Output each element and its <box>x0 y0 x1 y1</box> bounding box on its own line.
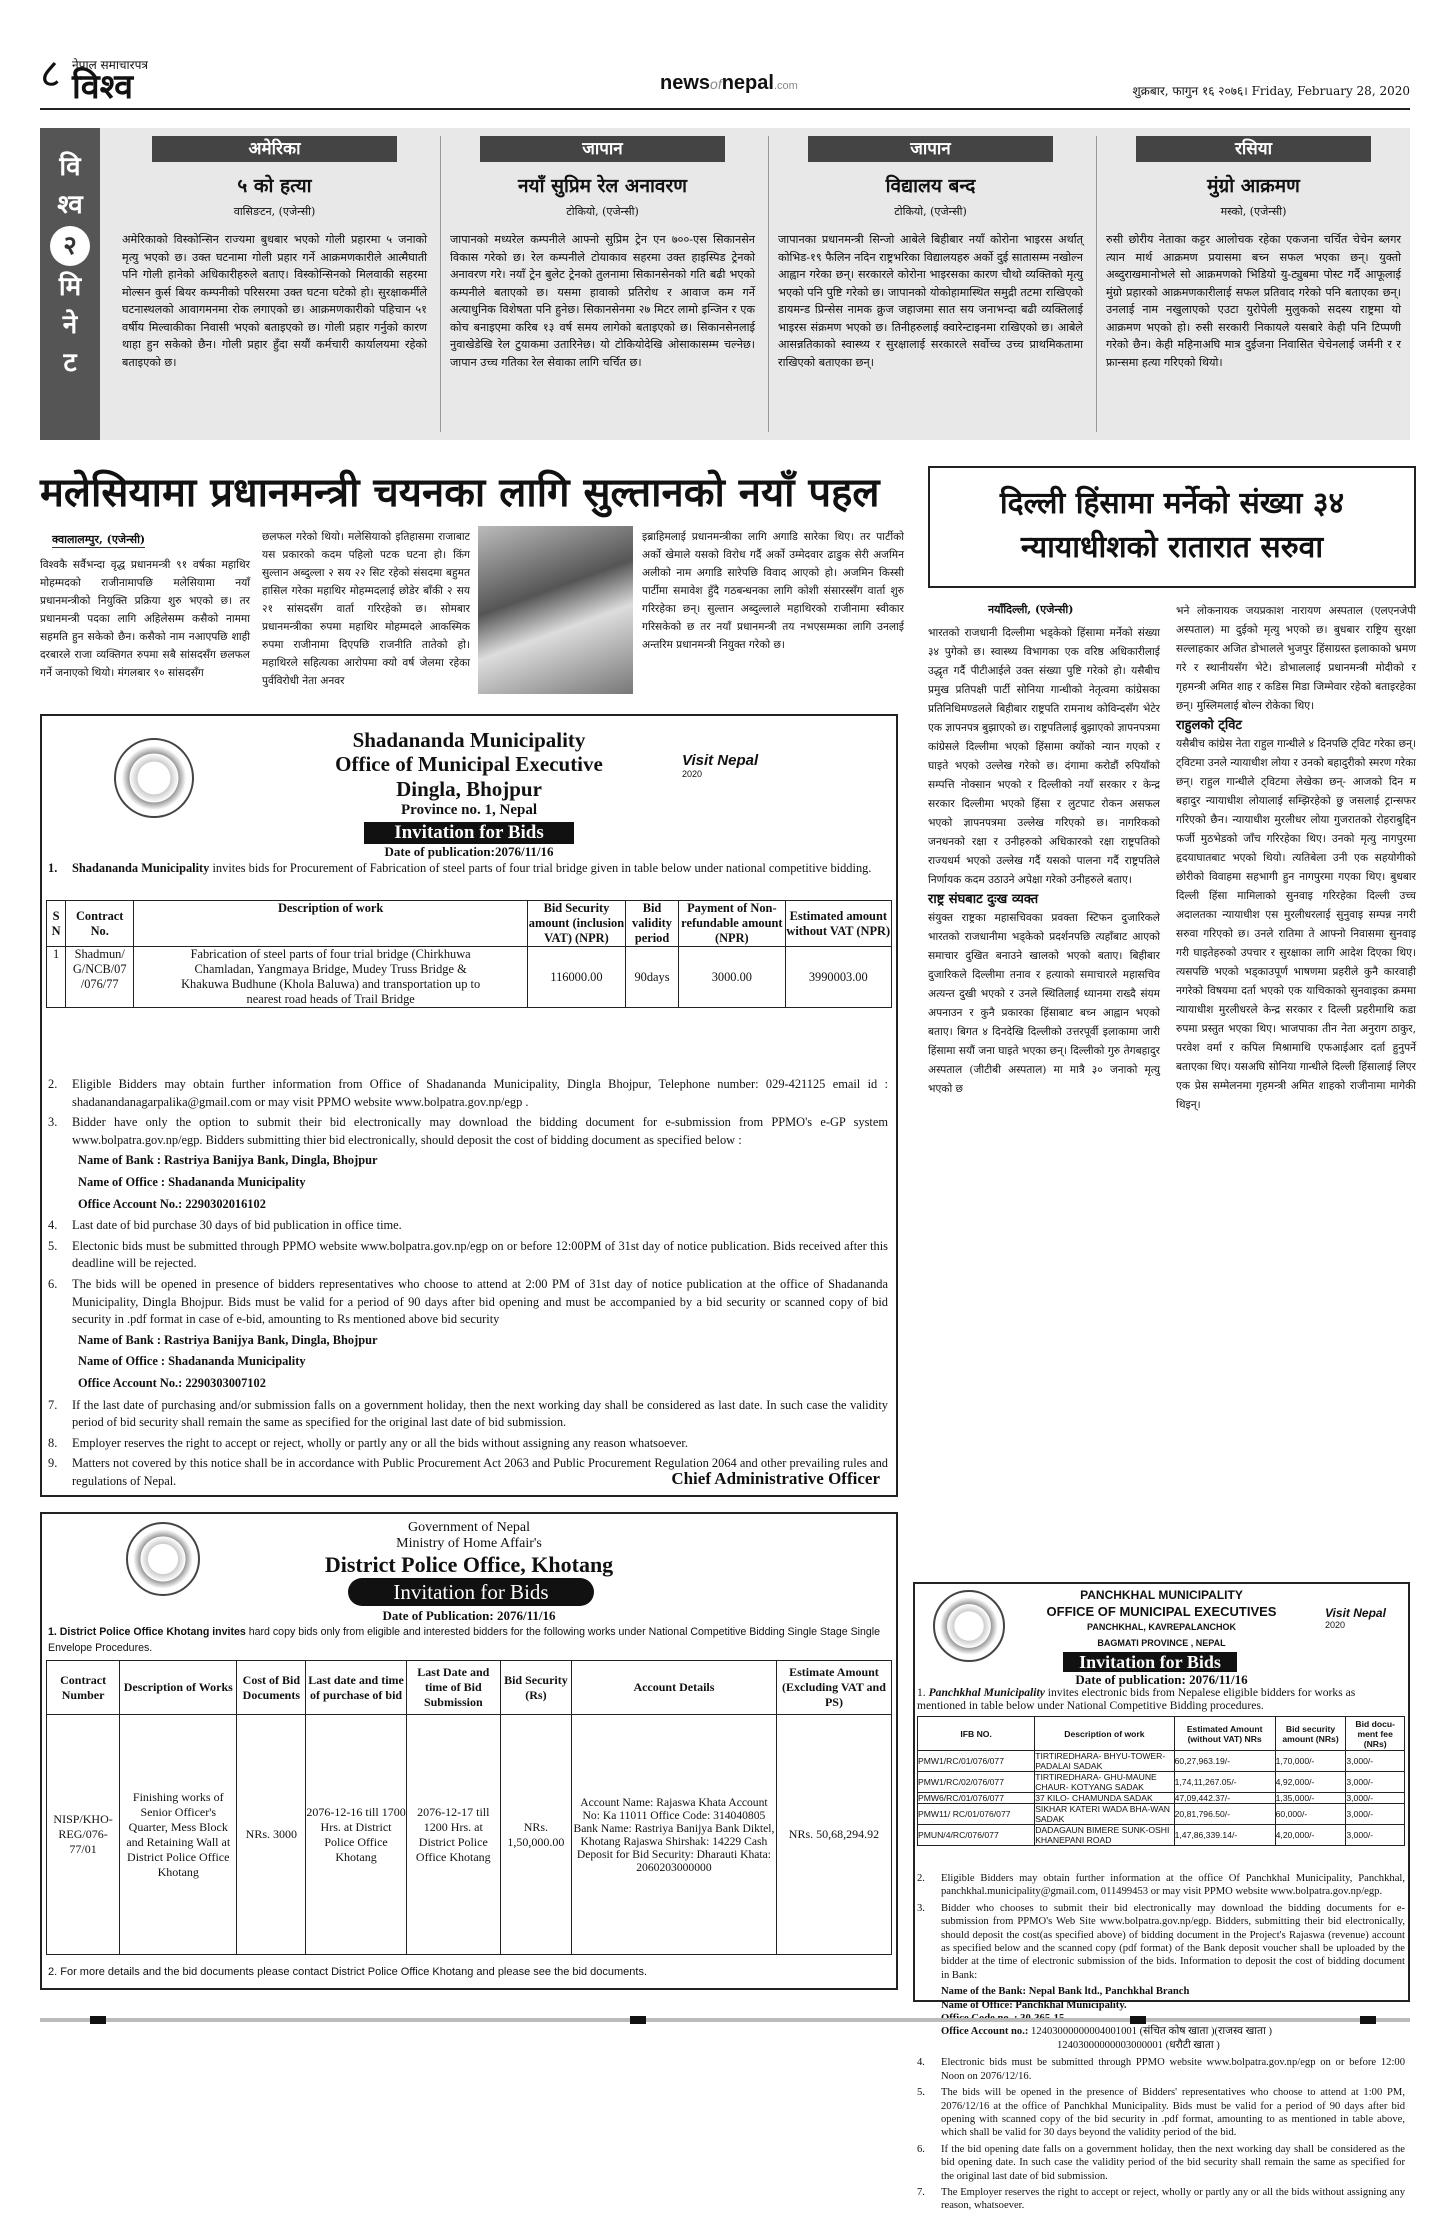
table-header: Last date and time of purchase of bid <box>306 1661 406 1715</box>
list-text: If the bid opening date falls on a government holiday, then the next working day shall be considered as the bid opening date. In such case the validity period of the bid security shall remain the same as specified for the original last date of bid submission. <box>941 2143 1405 2182</box>
list-number: 4. <box>48 1218 58 1233</box>
delhi-article <box>928 466 1416 1566</box>
site-logo-part: nepal <box>721 72 774 94</box>
table-header: Cost of Bid Documents <box>237 1661 306 1715</box>
table-cell: 1,47,86,339.14/- <box>1174 1825 1275 1846</box>
khotang-bid-table <box>46 1660 892 1955</box>
table-cell: 90days <box>625 947 678 1008</box>
list-item <box>48 1238 888 1273</box>
footer-bar <box>40 2018 1410 2022</box>
table-header: Contract Number <box>47 1661 120 1715</box>
list-text: Bidder who chooses to submit their bid electronically may download the bidding documents for e-submission from PPMO's Web Site www.bolpatra.gov.np/egp. Bidders, submitting their bid electronically, should deposit the cost(as specified above) of bidding document in the Project's Rajaswa (revenue) account as specified below and the scanned copy (pdf format) of the Bank deposit voucher shall be uploaded by the bidder at the time of electronic submission of the bids. Information to deposit the cost of bidding document in Bank: <box>941 1902 1405 1981</box>
masthead <box>40 52 1410 110</box>
account-number <box>917 2025 1405 2038</box>
table-header-row <box>918 1717 1405 1751</box>
account-number: 12403000000003000001 (धरौटी खाता ) <box>1057 2039 1220 2051</box>
site-logo-part: news <box>660 72 711 94</box>
site-logo-part: of <box>710 76 722 92</box>
table-cell: 20,81,796.50/- <box>1174 1804 1275 1825</box>
list-item <box>48 1435 888 1453</box>
table-header-row <box>47 1661 892 1715</box>
table-cell: 1 <box>47 947 66 1008</box>
table-header: Bid Security amount (inclusion VAT) (NPR) <box>528 901 625 945</box>
intro-bold: 1. District Police Office Khotang invites <box>48 1626 246 1638</box>
list-number: 7. <box>48 1397 58 1412</box>
intro-text: invites bids for Procurement of Fabrication of steel parts of four trial bridge given in table below under national competitive bidding. <box>209 861 872 875</box>
account-value: 12403000000004001001 (संचित कोष खाता )(राजस्व खाता ) <box>1031 2026 1272 2038</box>
table-cell: TIRTIREDHARA- GHU-MAUNE CHAUR- KOTYANG SADAK <box>1035 1772 1174 1793</box>
table-cell: PMW6/RC/01/076/077 <box>918 1793 1035 1804</box>
brief-body: रुसी छोरीय नेताका कट्टर आलोचक रहेका एकजना चर्चित चेचेन ब्लगर त्यान मार्थ आक्रमण प्रयासमा बच्न सफल भएका छन्। युक्तो अब्दुराखमानोभले सो आक्रमणको भिडियो यु-ट्युबमा पोस्ट गर्दै आफूलाई मुंग्रो प्रहारको आक्रमणकारीलाई सफल प्रतिवाद गरेको पनि बताएका छन्। उनलाई नाम नखुलाएको एउटा युरोपेली मुलुकको सदस्य राष्ट्रमा यो आक्रमण भएको हो। रुसी सरकारी निकायले यसबारे केही पनि टिप्पणी गरेको छैन। केही महिनाअघि मात्र दुईजना निवासित चेचेनलाई जर्मनी र र फ्रान्समा हत्या गरिएको थियो। <box>1106 233 1401 369</box>
shadananda-terms <box>48 1076 888 1493</box>
intro-bold: Panchkhal Municipality <box>928 1686 1045 1699</box>
column-divider <box>768 136 769 432</box>
signature-title: Chief Administrative Officer <box>671 1469 880 1488</box>
table-cell: 116000.00 <box>528 947 626 1008</box>
table-header: S N <box>47 901 66 947</box>
table-header: Description of work <box>1035 1717 1174 1751</box>
panchkhal-banner: Invitation for Bids <box>1063 1652 1237 1672</box>
malaysia-col-2: छलफल गरेको थियो। मलेसियाको इतिहासमा राजाबाट यस प्रकारको कदम पहिलो पटक घटना हो। किंग सुल्तान अब्दुल्ला २ सय २२ सिट रहेको संसदमा बहुमत हासिल गरेका महाथिर मोहम्मदलाई छोडेर बाँकी २ सय २१ सांसदसँग वार्ता गरिरहेको छ। सोमबार प्रधानमन्त्रीका रुपमा महाथिर मोहम्मदले आकस्मिक रुपमा राजीनामा दिएपछि राजनीति तातेको हो। महाथिरले सहित्यका आरोपमा क्यो वर्ष जेलमा रहेका पुर्वविरोधी नेता अनवर <box>262 531 470 687</box>
panchkhal-office: OFFICE OF MUNICIPAL EXECUTIVES <box>1046 1604 1277 1619</box>
shadananda-location: Dingla, Bhojpur <box>396 777 542 801</box>
table-row <box>47 947 892 1008</box>
khotang-banner: Invitation for Bids <box>348 1578 594 1606</box>
table-cell: NRs. 50,68,294.92 <box>776 1715 891 1955</box>
table-cell: Shadmun/ G/NCB/07 /076/77 <box>66 947 134 1008</box>
malaysia-photo <box>478 526 633 694</box>
list-item <box>917 1872 1405 1899</box>
brief-article <box>778 136 1083 432</box>
office-name: Name of Office: Panchkhal Municipality. <box>941 1999 1127 2011</box>
khotang-gov: Government of Nepal <box>407 1520 531 1535</box>
site-logo <box>660 72 798 95</box>
site-logo-part: .com <box>773 80 798 92</box>
brief-country-tag: रसिया <box>1136 136 1371 162</box>
brief-country-tag: जापान <box>808 136 1053 162</box>
brief-article <box>122 136 427 432</box>
list-number: 5. <box>48 1238 58 1253</box>
list-number: 3. <box>48 1115 58 1130</box>
malaysia-col-1: विश्वकै सर्वैभन्दा वृद्ध प्रधानमन्त्री ९१ वर्षका महाथिर मोहम्मदको राजीनामापछि मलेसियामा नयाँ प्रधानमन्त्रीको नियुक्ति प्रक्रिया शुरु भएको छ। तर प्रधानमन्त्री पदका लागि अहिलेसम्म कसैको नाममा सहमति हुन सकेको छैन। कसैको नाम नआएपछि शाही दरबारले राजा व्यक्तिगत रुपमा सबै सांसदसँग छलफल गर्ने जनाएको थियो। मंगलबार ९० सांसदसँग <box>40 559 250 679</box>
intro-bold: Shadananda Municipality <box>72 861 210 875</box>
shadananda-notice <box>40 714 898 1497</box>
khotang-notice <box>40 1512 898 1990</box>
list-number: 8. <box>48 1435 58 1450</box>
table-cell: NRs. 1,50,000.00 <box>500 1715 571 1955</box>
table-row <box>47 1715 892 1955</box>
brief-article <box>1106 136 1401 432</box>
panchkhal-title: PANCHKHAL MUNICIPALITY <box>1080 1588 1243 1602</box>
visit-nepal-brand: Visit Nepal <box>1325 1606 1386 1620</box>
delhi-col-2b-text: यसैबीच कांग्रेस नेता राहुल गान्धीले ४ दिनपछि ट्विट गरेका छन्। ट्विटमा उनले न्यायाधीश लोया र उनको बहादुरीको स्मरण गरेका छन्। राहुल गान्धीले ट्विटमा लेखेका छन्- आजको दिन म बहादुर न्यायाधीश लोयालाई सम्झिरहेको छु जसलाई ट्रान्सफर गरिएको छैन। न्यायाधीश मुरलीधर लोया गुजरातको रोहराबुद्दिन फर्जी मुठभेडको जाँच गरिरहेका थिए। उनको मृत्यु नागपुरमा हृदयाघातबाट भएको थियो। त्यतिबेला उनी एक सहयोगीको छोरीको विवाहमा सहभागी हुन नागपुरमा गएका थिए। बुधबार दिल्ली हिंसा मामिलाको सुनवाइ गरिरहेका दिल्ली उच्च अदालतका न्यायाधीश एस मुरलीधरलाई सुनुवाइ सम्पन्न नगरी सरुवा गरिएको छ। उनले रातिमा ते आफ्नो निवासमा सुनवाइ गरी घाइतेहरुको उपचार र सुरक्षाका लागि आदेश दिएका थिए। त्यसपछि भएको भड्काउपूर्ण भाषणमा प्रहरीले कुनै कारवाही नगरेको विषयमा दर्ता भएको एक याचिकाको सुनवाइका क्रममा न्यायाधीश मुरलीधरले केन्द्र सरकार र दिल्ली प्रहरीमाथि कडा रुपमा प्रस्तुत भएका थिए। भाजपाका तीन नेता अनुराग ठाकुर, परवेश वर्मा र कपिल मिश्रामाथि एफआईआर दर्ता हुनुपर्ने बताएका थिए। यसअघि सोनिया गान्धीले दिल्ली हिंसालाई लिएर एक प्रेस सम्मेलनमा गृहमन्त्री अमित शाहको राजीनामा मागेकी थिइन्। <box>1176 738 1416 1111</box>
table-cell: 60,000/- <box>1275 1804 1346 1825</box>
panchkhal-bid-table <box>917 1716 1405 1846</box>
brief-byline: टोकियो, (एजेन्सी) <box>894 205 967 218</box>
column-divider <box>1096 136 1097 432</box>
list-number: 3. <box>917 1902 925 1914</box>
list-text: Eligible Bidders may obtain further information from Office of Shadananda Municipality, Dingla Bhojpur, Telephone number: 029-421125 email id : shadanandanagarpalika@gmail.com or may visit PPMO website www.bolpatra.gov.np/egp . <box>72 1077 888 1109</box>
bank-name: Name of Bank : Rastriya Banijya Bank, Dingla, Bhojpur <box>78 1332 378 1347</box>
side-letter: श्व <box>57 190 83 220</box>
visit-nepal-year: 2020 <box>1325 1620 1346 1630</box>
table-row <box>918 1804 1405 1825</box>
dateline: शुक्रबार, फागुन १६ २०७६। Friday, February 28, 2020 <box>1132 84 1410 98</box>
table-cell: 1,70,000/- <box>1275 1751 1346 1772</box>
page-number: ८ <box>40 51 61 97</box>
list-item <box>917 2086 1405 2140</box>
table-cell: Finishing works of Senior Officer's Quarter, Mess Block and Retaining Wall at District Police Office Khotang <box>120 1715 237 1955</box>
table-cell: PMW1/RC/01/076/077 <box>918 1751 1035 1772</box>
list-number: 6. <box>48 1276 58 1291</box>
table-cell: 4,20,000/- <box>1275 1825 1346 1846</box>
delhi-col-1-text: भारतको राजधानी दिल्लीमा भड्केको हिंसामा मर्नेको संख्या ३४ पुगेको छ। स्वास्थ्य विभागका एक वरिष्ठ अधिकारीलाई उद्धृत गर्दै पीटीआईले उक्त संख्या पुष्टि गरेको हो। यसैबीच प्रमुख प्रतिपक्षी पार्टी सोनिया गान्धीको नेतृत्वमा कांग्रेसका प्रतिनिधिमण्डलले बिहीबार राष्ट्रपति रामनाथ कोविन्दसँग भेटेर एक ज्ञापनपत्र बुझाएको छ। राष्ट्रपतिलाई बुझाएको ज्ञापनपत्रमा कांग्रेसले दिल्लीमा भएको हिंसामा क्योंको न्यान गएको र घाइते भएको उल्लेख गरेको छ। दंगामा करोडौं रुपियाँको सम्पत्ति नोक्सान भएको र दिल्लीको नयाँ सरकार र केन्द्र सरकार दिल्लीमा भएको हिंसा र लुटपाट रोकन असफल भएको ज्ञापनपत्रमा उल्लेख गरिएको छ। नागरिकको जनधनको रक्षा र उनीहरुको अधिकारको रक्षा राष्ट्रपतिको राज्यधर्म भएको उल्लेख गर्दै यसको पालना गर्दै राष्ट्रपतिले निर्णायक कदम उठाउने अपेक्षा गरेको उनीहरुले बताए। <box>928 627 1160 886</box>
paper-name: नेपाल समाचारपत्र <box>72 58 149 72</box>
table-cell: 3990003.00 <box>785 947 891 1008</box>
list-text: The bids will be opened in the presence of Bidders' representatives who choose to attend at 1:00 PM, 2076/12/16 at the office of Panchkhal Municipality. Bids must be valid for a period of 90 days after bid opening with scanned copy of the bid security in .pdf format, amounting to as mentioned in table above, which shall be valid for 30 days beyond the validity period of the bid. <box>941 2087 1405 2139</box>
list-item <box>917 1902 1405 1982</box>
bank-name: Name of the Bank: Nepal Bank ltd., Panchkhal Branch <box>941 1986 1190 1998</box>
list-number: 6. <box>917 2143 925 2155</box>
list-text: Electronic bids must be submitted through PPMO website www.bolpatra.gov.np/egp on or before 12:00 Noon on 2076/12/16. <box>941 2057 1405 2082</box>
panchkhal-location: PANCHKHAL, KAVREPALANCHOK <box>1087 1622 1236 1632</box>
table-header: Payment of Non-refundable amount (NPR) <box>679 901 785 947</box>
panchkhal-notice <box>913 1582 1410 2212</box>
brief-article <box>450 136 755 432</box>
list-text: Eligible Bidders may obtain further information at the office Of Panchkhal Municipality, Panchkhal, panchkhal.municipality@gmail.com, 011499453 or may visit PPMO website www.bolpatra.gov.np/egp. <box>941 1873 1405 1898</box>
shadananda-intro <box>48 860 888 877</box>
intro-text: hard copy bids only from eligible and interested bidders for the following works under National Competitive Bidding Single Stage Single Envelope Procedures. <box>48 1626 881 1654</box>
table-header: Account Details <box>571 1661 776 1715</box>
side-letter: ने <box>62 310 78 340</box>
delhi-col-2 <box>1176 602 1416 1115</box>
table-header: Estimate Amount (Excluding VAT and PS) <box>776 1661 891 1715</box>
malaysia-headline: मलेसियामा प्रधानमन्त्री चयनका लागि सुल्तानको नयाँ पहल <box>40 470 880 516</box>
table-header: Bid security amount (NRs) <box>1275 1717 1346 1751</box>
table-header-row <box>47 901 892 947</box>
section-title: विश्व <box>72 67 134 107</box>
brief-body: जापानका प्रधानमन्त्री सिन्जो आबेले बिहीबार नयाँ कोरोना भाइरस अर्थात् कोभिड-१९ फैलिन नदिन राष्ट्रभरिका विद्यालयहरु अर्को दुई सातासम्म नखोल्न आह्वान गरेका छन्। सरकारले कोरोना भाइरसका कारण चौथो व्यक्तिको मृत्यु भएको पनि पुष्टि गरेको छ। जापानको योकोहामास्थित समुद्री तटमा राखिएको डायमन्ड प्रिन्सेस नामक क्रुज जहाजमा सात सय जनाभन्दा बढी व्यक्तिलाई भाइरस संक्रमण भएको छ। तिनीहरुलाई क्वारेन्टाइनमा राखिएको छ। आबेले आसन्नतिकाको स्वास्थ्य र सुरक्षालाई सरकारले सर्वोच्च उच्च प्राथमिकतामा राखिएको बताएका छन्। <box>778 233 1083 369</box>
office-name: Name of Office : Shadananda Municipality <box>78 1174 306 1189</box>
side-letter: मि <box>58 272 82 302</box>
table-cell: PMW11/ RC/01/076/077 <box>918 1804 1035 1825</box>
list-item <box>917 2143 1405 2183</box>
table-header: Bid validity period <box>625 901 678 947</box>
bank-name: Name of Bank : Rastriya Banijya Bank, Dingla, Bhojpur <box>78 1153 378 1168</box>
table-cell: Fabrication of steel parts of four trial bridge (Chirkhuwa Chamladan, Yangmaya Bridge, Mudey Truss Bridge & Khakuwa Budhune (Khola Baluwa) and transportation up to nearest road heads of Trail Bridge <box>134 947 528 1008</box>
table-row <box>918 1793 1405 1804</box>
intro-number: 1. <box>48 861 58 875</box>
table-cell: 4,92,000/- <box>1275 1772 1346 1793</box>
column-divider <box>440 136 441 432</box>
side-number: २ <box>50 226 90 266</box>
panchkhal-province: BAGMATI PROVINCE , NEPAL <box>1097 1638 1226 1648</box>
list-text: Employer reserves the right to accept or reject, wholly or partly any or all the bids without assigning any reason whatsoever. <box>72 1435 688 1450</box>
list-item <box>917 2186 1405 2213</box>
intro-text: invites electronic bids from Nepalese eligible bidders for works as mentioned in table below under National Competitive Bidding procedures. <box>917 1686 1356 1712</box>
panchkhal-intro: 1. Panchkhal Municipality invites electronic bids from Nepalese eligible bidders for works as mentioned in table below under National Competitive Bidding procedures. <box>917 1686 1356 1712</box>
list-number: 5. <box>917 2087 925 2099</box>
account-label: Office Account no.: <box>941 2026 1029 2038</box>
visit-nepal-brand: Visit Nepal <box>682 752 759 769</box>
panchkhal-terms <box>917 1872 1405 2216</box>
footer-mark <box>630 2016 646 2024</box>
table-cell: SIKHAR KATERI WADA BHA-WAN SADAK <box>1035 1804 1174 1825</box>
delhi-headline-box <box>928 466 1416 588</box>
page-footer-rule <box>40 2016 1410 2026</box>
khotang-pubdate: Date of Publication: 2076/11/16 <box>382 1608 556 1623</box>
footer-mark <box>1130 2016 1146 2024</box>
panchkhal-pubdate: Date of publication: 2076/11/16 <box>1075 1672 1248 1687</box>
world-in-minutes-box <box>40 128 1410 440</box>
list-text: If the last date of purchasing and/or submission falls on a government holiday, then the next working day shall be considered as last date. In such case the validity period of bid security shall remain the same as specified for the original last date of bid submission. <box>72 1397 888 1430</box>
brief-country-tag: जापान <box>480 136 725 162</box>
table-header: IFB NO. <box>918 1717 1035 1751</box>
table-cell: 2076-12-17 till 1200 Hrs. at District Police Office Khotang <box>406 1715 500 1955</box>
world-in-minutes-label <box>40 128 100 440</box>
table-cell: PMW1/RC/02/076/077 <box>918 1772 1035 1793</box>
table-cell: 3,000/- <box>1346 1772 1405 1793</box>
table-cell: 3,000/- <box>1346 1825 1405 1846</box>
khotang-intro <box>48 1624 888 1656</box>
list-number: 7. <box>917 2186 925 2198</box>
table-header: Description of Works <box>120 1661 237 1715</box>
list-number: 2. <box>48 1077 58 1091</box>
list-item <box>48 1276 888 1329</box>
table-cell: Account Name: Rajaswa Khata Account No: Ka 11011 Office Code: 314040805 Bank Name: Rastriya Banijya Bank Diktel, Khotang Rajaswa Shirshak: 14229 Cash Deposit for Bid Security: Dharauti Khata: 2060203000000 <box>571 1715 776 1955</box>
table-cell: DADAGAUN BIMERE SUNK-OSHI KHANEPANI ROAD <box>1035 1825 1174 1846</box>
office-name: Name of Office : Shadananda Municipality <box>78 1354 306 1369</box>
list-item <box>48 1397 888 1432</box>
shadananda-banner: Invitation for Bids <box>364 822 574 844</box>
delhi-headline-1: दिल्ली हिंसामा मर्नेको संख्या ३४ <box>999 486 1345 521</box>
list-text: The Employer reserves the right to accept or reject, wholly or partly any or all the bids without assigning any reason, whatsoever. <box>941 2186 1405 2212</box>
delhi-byline: नयाँदिल्ली, (एजेन्सी) <box>988 603 1074 616</box>
delhi-subhead-1: राष्ट्र संघबाट दुःख व्यक्त <box>928 892 1039 907</box>
list-number: 2. <box>917 1873 925 1884</box>
table-cell: 60,27,963.19/- <box>1174 1751 1275 1772</box>
account-number: Office Account No.: 2290302016102 <box>78 1196 266 1211</box>
brief-headline: नयाँ सुप्रिम रेल अनावरण <box>518 175 687 197</box>
malaysia-byline: क्वालालम्पुर, (एजेन्सी) <box>52 533 146 546</box>
list-item <box>48 1076 888 1111</box>
delhi-col-1 <box>928 624 1160 1099</box>
table-cell: 47,09,442.37/- <box>1174 1793 1275 1804</box>
shadananda-title: Shadananda Municipality <box>352 728 586 752</box>
table-header: Contract No. <box>66 901 134 947</box>
khotang-footer: 2. For more details and the bid documents please contact District Police Office Khotang and please see the bid documents. <box>48 1966 648 1978</box>
khotang-title: District Police Office, Khotang <box>324 1552 614 1577</box>
brief-byline: टोकियो, (एजेन्सी) <box>566 205 639 218</box>
table-cell: PMUN/4/RC/076/077 <box>918 1825 1035 1846</box>
table-header: Estimated amount without VAT (NPR) <box>785 901 891 947</box>
list-text: Matters not covered by this notice shall be in accordance with Public Procurement Act 2063 and Public Procurement Regulation 2064 and other prevailing rules and regulations of Nepal. <box>72 1456 888 1488</box>
table-cell: 37 KILO- CHAMUNDA SADAK <box>1035 1793 1174 1804</box>
table-cell: TIRTIREDHARA- BHYU-TOWER- PADALAI SADAK <box>1035 1751 1174 1772</box>
list-item <box>917 2056 1405 2083</box>
khotang-ministry: Ministry of Home Affair's <box>396 1536 542 1551</box>
table-header: Estimated Amount (without VAT) NRs <box>1174 1717 1275 1751</box>
brief-byline: मस्को, (एजेन्सी) <box>1220 205 1287 218</box>
table-cell: 3,000/- <box>1346 1804 1405 1825</box>
table-cell: 3,000/- <box>1346 1751 1405 1772</box>
delhi-headline-2: न्यायाधीशको रातारात सरुवा <box>1020 530 1324 565</box>
list-item <box>48 1114 888 1149</box>
table-cell: 2076-12-16 till 1700 Hrs. at District Police Office Khotang <box>306 1715 406 1955</box>
list-text: Bidder have only the option to submit their bid electronically may download the bidding document for e-submission from PPMO's e-GP system www.bolpatra.gov.np/egp. Bidders submitting thier bid electronically, should deposit the cost of bidding document as specified below : <box>72 1115 888 1147</box>
table-row <box>918 1825 1405 1846</box>
table-header: Last Date and time of Bid Submission <box>406 1661 500 1715</box>
footer-mark <box>90 2016 106 2024</box>
table-cell: 1,35,000/- <box>1275 1793 1346 1804</box>
account-number: Office Account No.: 2290303007102 <box>78 1375 266 1390</box>
table-row <box>918 1751 1405 1772</box>
table-cell: NISP/KHO-REG/076-77/01 <box>47 1715 120 1955</box>
table-cell: NRs. 3000 <box>237 1715 306 1955</box>
visit-nepal-year: 2020 <box>682 769 703 779</box>
brief-headline: मुंग्रो आक्रमण <box>1207 175 1300 197</box>
brief-headline: विद्यालय बन्द <box>885 175 976 197</box>
brief-body: अमेरिकाको विस्कोन्सिन राज्यमा बुधबार भएको गोली प्रहारमा ५ जनाको मृत्यु भएको छ। उक्त घटनामा गोली प्रहार गर्ने आक्रमणकारीले आत्मैघाती पनि गोली हानेको अधिकारीहरुले बताए। विस्कोन्सिनको मिलवाकी सहरमा मोल्सन कुर्स बियर कम्पनीको परिसरमा उक्त घटना घटेको हो। सुरक्षाकर्मीले घटनास्थलको आवागमनमा रोक लगाएको छ। आक्रमणकारीको पहिचान ५१ वर्षीय मिल्वाकीका निवासी भएको बताइएको छ। गोली प्रहार गर्नुको कारण थाहा हुन सकेको छैन। गोली प्रहार हुँदा सयौं कर्मचारी कार्यालयमा रहेको बताइएको छ। <box>122 233 427 369</box>
brief-byline: वासिङटन, (एजेन्सी) <box>233 205 316 218</box>
delhi-col-1b-text: संयुक्त राष्ट्रका महासचिवका प्रवक्ता स्टिफन दुजारिकले भारतको राजधानीमा भड्केको प्रदर्शनपछि त्यहाँबाट आएको समाचार दुखित बनाउने खालको भएको बताए। बिहीबार दुजारिकले दिल्लीमा तनाव र हत्याको समाचारले महासचिव अत्यन्त दुखी भएको र उनले स्थितिलाई ध्यानमा राख्दै संयम अपनाउन र कुनै प्रकारका हिंसाबाट बच्न आह्वान भएको बताए। बिगत ४ दिनदेखि दिल्लीको उत्तरपूर्वी इलाकामा जारी हिंसामा सयौं जना घाइते भएका छन्। दिल्लीको गुरु तेगबहादुर अस्पताल (जीटीबी अस्पताल) मा मात्रै ३० जनाको मृत्यु भएको छ <box>928 912 1160 1095</box>
list-text: Electonic bids must be submitted through PPMO website www.bolpatra.gov.np/egp on or before 12:00PM of 31st day of notice publication. Bids received after this deadline will be rejected. <box>72 1238 888 1271</box>
list-number: 9. <box>48 1456 58 1471</box>
malaysia-col-3: इब्राहिमलाई प्रधानमन्त्रीका लागि अगाडि सारेका थिए। तर पार्टीको अर्को खेमाले यसको विरोध गर्दै अर्को उम्मेदवार ढाडुक सेरी अजमिन अलीको नाम अगाडि सारेपछि विवाद आएको हो। अजमिन किस्सी पार्टीमा समावेश हुँदै गठबन्धनका लागि कोशी संसारस्सँग वार्ता शुरु गरिरहेका छन्। सुल्तान अब्दुल्लाले महाथिरको राजीनामा स्वीकार गरिसकेको छ तर नयाँ प्रधानमन्त्री तय नभएसम्मका लागि उनलाई अन्तरिम प्रधानमन्त्री नियुक्त गरेको छ। <box>642 531 904 651</box>
brief-body: जापानको मध्यरेल कम्पनीले आफ्नो सुप्रिम ट्रेन एन ७००-एस सिकानसेन विकास गरेको छ। रेल कम्पनीले टोयाकाव सहरमा उक्त हाइस्पिड ट्रेनको अनावरण गरे। नयाँ ट्रेन बुलेट ट्रेनको तुलनामा सिकानसेनको गति बढी भएको कम्पनीले बताएको छ। यसमा हावाको प्रतिरोध र आवाज कम गर्ने अत्याधुनिक विशेषता पनि हुनेछ। सिकानसेनमा २७ मिटर लामो इन्जिन र एक कोच बनाइएमा करिब १३ वर्ष समय लागेको बताइएको छ। सिकानसेनलाई नुवाखेडेखि रेल टुयाकमा उतारिनेछ। यो टोकियोदेखि ओसाकासम्म चल्नेछ। जापान उच्च गतिका रेल सेवाका लागि चर्चित छ। <box>450 233 755 369</box>
list-text: Last date of bid purchase 30 days of bid publication in office time. <box>72 1218 402 1233</box>
delhi-subhead-2: राहुलको ट्विट <box>1176 718 1242 733</box>
brief-country-tag: अमेरिका <box>152 136 397 162</box>
brief-headline: ५ को हत्या <box>237 175 312 197</box>
side-letter: ट <box>63 348 77 378</box>
table-cell: 3,000/- <box>1346 1793 1405 1804</box>
shadananda-office: Office of Municipal Executive <box>335 752 603 776</box>
list-item <box>48 1217 888 1235</box>
table-cell: 1,74,11,267.05/- <box>1174 1772 1275 1793</box>
shadananda-pubdate: Date of publication:2076/11/16 <box>384 844 554 859</box>
list-text: The bids will be opened in presence of bidders representatives who choose to attend at 2:00 PM of 31st day of notice publication at the office of Shadananda Municipality, Dingla Bhojpur. Bids must be valid for a period of 90 days after bid opening and must be accompanied by a bid security or scanned copy of bid security in .pdf format in case of e-bid, amounting to Rs mentioned above bid security <box>72 1276 888 1327</box>
shadananda-province: Province no. 1, Nepal <box>401 802 537 818</box>
table-row <box>918 1772 1405 1793</box>
table-cell: 3000.00 <box>679 947 785 1008</box>
table-header: Bid docu-ment fee (NRs) <box>1346 1717 1405 1751</box>
shadananda-bid-table <box>46 900 892 1008</box>
side-letter: वि <box>59 152 81 182</box>
table-header: Description of work <box>134 901 528 947</box>
delhi-col-2-text: भने लोकनायक जयप्रकाश नारायण अस्पताल (एलएनजेपी अस्पताल) मा दुईको मृत्यु भएको छ। बुधबार राष्ट्रिय सुरक्षा सल्लाहकार अजित डोभालले भुजपुर हिंसाग्रस्त इलाकाको भ्रमण गरे र स्थानीयसँग भेटे। डोभाललाई प्रधानमन्त्री मोदीको र गृहमन्त्री अमित शाह र कडिस मिडा जिम्मेवार रहेको बताइरहेका छन्। मुस्लिमलाई बोल्न रोकेका थिए। <box>1176 605 1416 712</box>
footer-mark <box>1360 2016 1376 2024</box>
table-header: Bid Security (Rs) <box>500 1661 571 1715</box>
list-number: 4. <box>917 2057 925 2069</box>
